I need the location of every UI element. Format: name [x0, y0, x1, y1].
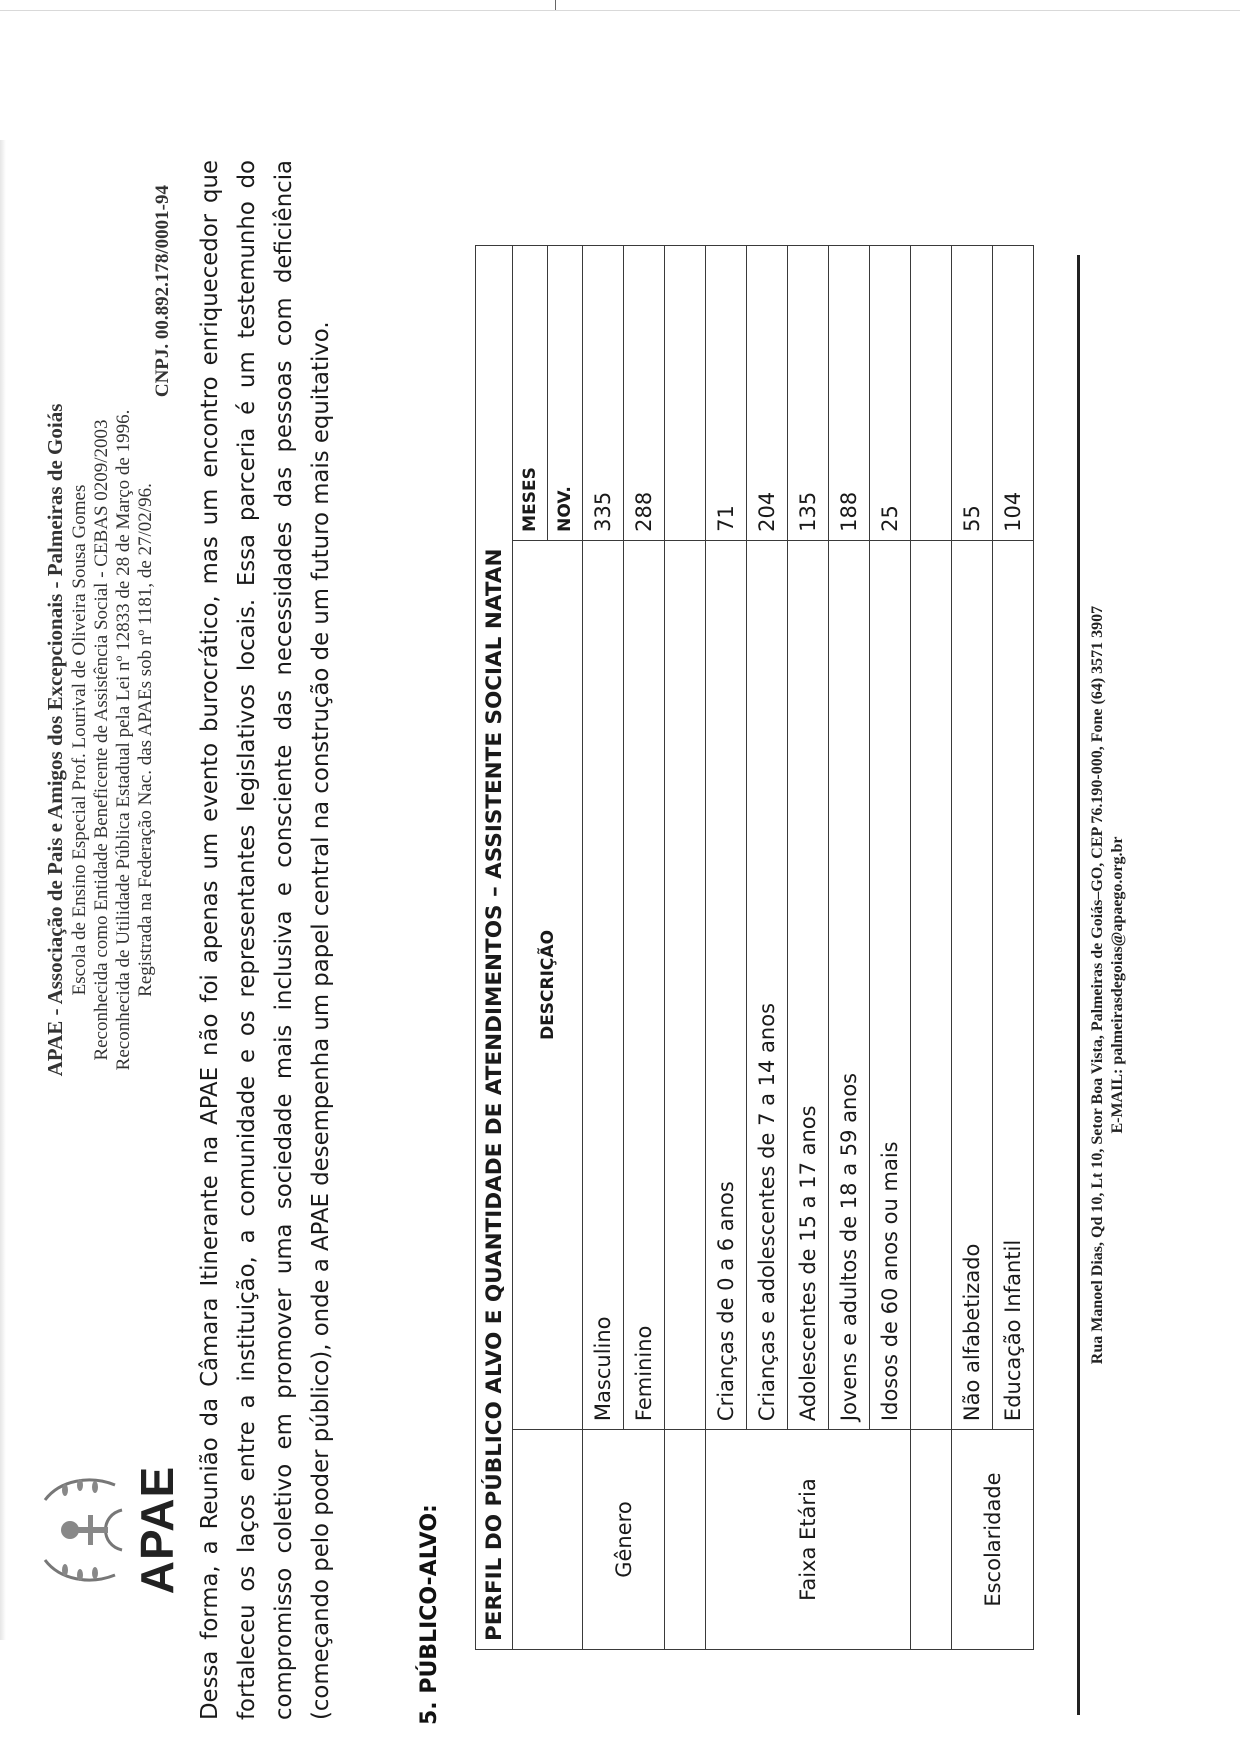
table-row: [952, 246, 993, 1650]
row-description: Adolescentes de 15 a 17 anos: [788, 540, 829, 1429]
row-value: 335: [583, 246, 624, 541]
row-value: 25: [870, 246, 911, 541]
row-value: 104: [993, 246, 1034, 541]
footer: [1088, 255, 1128, 1715]
header-blank: [513, 1430, 583, 1650]
row-value: 55: [952, 246, 993, 541]
table-row: [706, 246, 747, 1650]
row-description: Crianças de 0 a 6 anos: [706, 540, 747, 1429]
table-header-row: [513, 246, 548, 1650]
footer-divider: [1077, 255, 1080, 1715]
row-value: 188: [829, 246, 870, 541]
cnpj: CNPJ. 00.892.178/0001-94: [152, 185, 173, 398]
row-description: Crianças e adolescentes de 7 a 14 anos: [747, 540, 788, 1429]
federation-line: Registrada na Federação Nac. das APAEs sob nº 1181, de 27/02/96.: [135, 483, 156, 997]
apae-emblem-icon: [30, 1455, 130, 1605]
school-name: Escola de Ensino Especial Prof. Lourival de Oliveira Sousa Gomes: [69, 484, 90, 996]
row-description: Jovens e adultos de 18 a 59 anos: [829, 540, 870, 1429]
row-value: 135: [788, 246, 829, 541]
row-value: 71: [706, 246, 747, 541]
cebas-line: Reconhecida como Entidade Beneficente de Assistência Social - CEBAS 0209/2003: [91, 419, 112, 1061]
row-description: Educação Infantil: [993, 540, 1034, 1429]
target-audience-table: [475, 245, 1034, 1650]
row-value: 288: [624, 246, 665, 541]
row-description: Idosos de 60 anos ou mais: [870, 540, 911, 1429]
row-description: Não alfabetizado: [952, 540, 993, 1429]
apae-logo: [30, 1455, 183, 1605]
category-escolaridade: Escolaridade: [952, 1430, 1034, 1650]
section-title: 5. PÚBLICO-ALVO:: [417, 1504, 442, 1725]
public-utility-line: Reconhecida de Utilidade Pública Estadual pela Lei nº 12833 de 28 de Março de 1996.: [113, 409, 134, 1071]
header-descricao: DESCRIÇÃO: [513, 540, 583, 1429]
table-spacer-row: [911, 246, 952, 1650]
body-paragraph: Dessa forma, a Reunião da Câmara Itinerante na APAE não foi apenas um evento burocrático, mas um encontro enriquecedor que fortaleceu os laços entre a instituição, a comunidade e os representantes legislativos locais. Essa parceria é um testemunho do compromisso coletivo em promover uma sociedade mais inclusiva e consciente das necessidades das pessoas com deficiência (começando pelo poder público), onde a APAE desempenha um papel central na construção de um futuro mais equitativo.: [197, 160, 334, 1720]
row-description: Feminino: [624, 540, 665, 1429]
organization-name: APAE - Associação de Pais e Amigos dos Excepcionais - Palmeiras de Goiás: [43, 403, 67, 1077]
row-value: 204: [747, 246, 788, 541]
table-spacer-row: [665, 246, 706, 1650]
header-month: NOV.: [548, 246, 583, 541]
letterhead: [20, 105, 183, 1605]
table-title-row: [476, 246, 513, 1650]
table-row: [583, 246, 624, 1650]
row-description: Masculino: [583, 540, 624, 1429]
footer-email: E-MAIL: palmeirasdegoias@apaego.org.br: [1109, 836, 1126, 1134]
table-title: PERFIL DO PÚBLICO ALVO E QUANTIDADE DE ATENDIMENTOS – ASSISTENTE SOCIAL NATAN: [476, 246, 513, 1650]
category-genero: Gênero: [583, 1430, 665, 1650]
category-faixa-etaria: Faixa Etária: [706, 1430, 911, 1650]
letterhead-text: [42, 175, 157, 1305]
logo-text: APAE: [131, 1465, 183, 1595]
footer-address: Rua Manoel Dias, Qd 10, Lt 10, Setor Boa Vista, Palmeiras de Goiás–GO, CEP 76.190-000, Fone (64) 3571 3907: [1089, 605, 1106, 1365]
header-meses: MESES: [513, 246, 548, 541]
